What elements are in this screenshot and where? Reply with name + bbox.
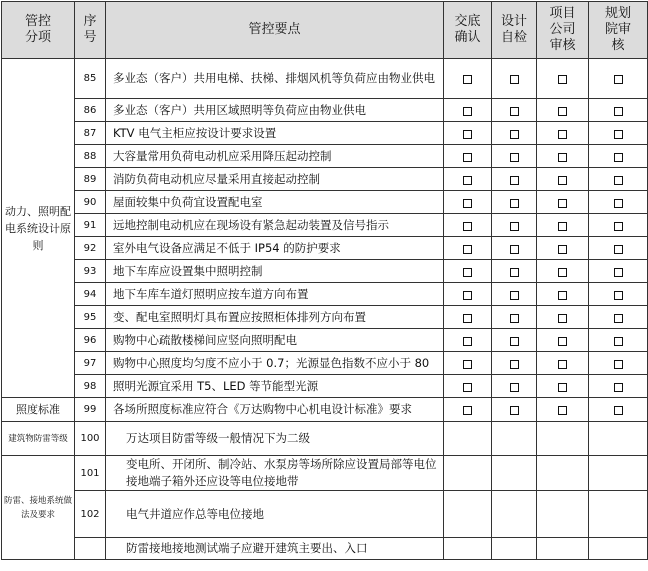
handover-checkbox[interactable]	[444, 456, 492, 491]
design-self-checkbox[interactable]	[492, 538, 537, 560]
design-self-checkbox[interactable]	[492, 329, 537, 352]
checkbox-icon[interactable]	[463, 176, 472, 185]
header-design-self: 设计 自检	[492, 2, 537, 59]
control-point: 购物中心照度均匀度不应小于 0.7；光源显色指数不应小于 80	[106, 352, 444, 375]
row-number: 101	[75, 456, 106, 491]
control-point: 远地控制电动机应在现场设有紧急起动装置及信号指示	[106, 214, 444, 237]
checkbox-icon[interactable]	[510, 199, 519, 208]
checkbox-icon[interactable]	[463, 130, 472, 139]
planning-review-checkbox[interactable]	[589, 329, 648, 352]
checkbox-icon[interactable]	[510, 291, 519, 300]
planning-review-checkbox[interactable]	[589, 168, 648, 191]
checkbox-icon[interactable]	[463, 383, 472, 392]
project-review-checkbox[interactable]	[537, 59, 589, 99]
planning-review-checkbox[interactable]	[589, 456, 648, 491]
handover-checkbox[interactable]	[444, 375, 492, 398]
checkbox-icon[interactable]	[463, 199, 472, 208]
checkbox-icon[interactable]	[463, 75, 472, 84]
row-number: 92	[75, 237, 106, 260]
handover-checkbox[interactable]	[444, 283, 492, 306]
checkbox-icon[interactable]	[510, 153, 519, 162]
header-handover: 交底 确认	[444, 2, 492, 59]
checkbox-icon[interactable]	[614, 383, 623, 392]
planning-review-checkbox[interactable]	[589, 306, 648, 329]
checkbox-icon[interactable]	[510, 383, 519, 392]
header-row	[2, 2, 648, 59]
row-number: 90	[75, 191, 106, 214]
project-review-checkbox[interactable]	[537, 145, 589, 168]
checkbox-icon[interactable]	[510, 245, 519, 254]
checkbox-icon[interactable]	[614, 245, 623, 254]
row-number: 95	[75, 306, 106, 329]
checkbox-icon[interactable]	[558, 130, 567, 139]
checkbox-icon[interactable]	[614, 268, 623, 277]
row-number: 99	[75, 398, 106, 422]
checkbox-icon[interactable]	[614, 360, 623, 369]
checkbox-icon[interactable]	[510, 130, 519, 139]
project-review-checkbox[interactable]	[537, 283, 589, 306]
planning-review-checkbox[interactable]	[589, 214, 648, 237]
checkbox-icon[interactable]	[463, 291, 472, 300]
control-point: 室外电气设备应满足不低于 IP54 的防护要求	[106, 237, 444, 260]
handover-checkbox[interactable]	[444, 214, 492, 237]
checkbox-icon[interactable]	[558, 314, 567, 323]
design-self-checkbox[interactable]	[492, 214, 537, 237]
checkbox-icon[interactable]	[463, 268, 472, 277]
table-row	[2, 260, 648, 283]
table-row	[2, 456, 648, 491]
table-row	[2, 59, 648, 99]
design-self-checkbox[interactable]	[492, 422, 537, 456]
project-review-checkbox[interactable]	[537, 352, 589, 375]
checkbox-icon[interactable]	[614, 291, 623, 300]
checkbox-icon[interactable]	[558, 199, 567, 208]
design-self-checkbox[interactable]	[492, 237, 537, 260]
checkbox-icon[interactable]	[558, 360, 567, 369]
design-self-checkbox[interactable]	[492, 122, 537, 145]
checkbox-icon[interactable]	[558, 222, 567, 231]
planning-review-checkbox[interactable]	[589, 422, 648, 456]
checkbox-icon[interactable]	[614, 406, 623, 415]
project-review-checkbox[interactable]	[537, 214, 589, 237]
project-review-checkbox[interactable]	[537, 329, 589, 352]
handover-checkbox[interactable]	[444, 99, 492, 122]
table-row	[2, 352, 648, 375]
project-review-checkbox[interactable]	[537, 491, 589, 538]
control-point: 电气井道应作总等电位接地	[106, 491, 444, 538]
planning-review-checkbox[interactable]	[589, 375, 648, 398]
table-row	[2, 283, 648, 306]
table-row	[2, 168, 648, 191]
checkbox-icon[interactable]	[614, 222, 623, 231]
checkbox-icon[interactable]	[463, 314, 472, 323]
checkbox-icon[interactable]	[510, 176, 519, 185]
table-row	[2, 145, 648, 168]
checkbox-icon[interactable]	[614, 176, 623, 185]
row-number: 94	[75, 283, 106, 306]
group-grounding: 防雷、接地系统做法及要求	[2, 456, 75, 560]
planning-review-checkbox[interactable]	[589, 260, 648, 283]
header-point: 管控要点	[106, 2, 444, 59]
row-number: 98	[75, 375, 106, 398]
header-planning-review: 规划 院审 核	[589, 2, 648, 59]
design-self-checkbox[interactable]	[492, 375, 537, 398]
handover-checkbox[interactable]	[444, 398, 492, 422]
table-row	[2, 398, 648, 422]
control-point: 地下车库车道灯照明应按车道方向布置	[106, 283, 444, 306]
checkbox-icon[interactable]	[463, 245, 472, 254]
planning-review-checkbox[interactable]	[589, 491, 648, 538]
checkbox-icon[interactable]	[614, 337, 623, 346]
checkbox-icon[interactable]	[510, 337, 519, 346]
design-self-checkbox[interactable]	[492, 260, 537, 283]
control-point: 防雷接地接地测试端子应避开建筑主要出、入口	[106, 538, 444, 560]
checkbox-icon[interactable]	[510, 75, 519, 84]
planning-review-checkbox[interactable]	[589, 99, 648, 122]
control-point: 购物中心疏散楼梯间应竖向照明配电	[106, 329, 444, 352]
project-review-checkbox[interactable]	[537, 260, 589, 283]
project-review-checkbox[interactable]	[537, 306, 589, 329]
project-review-checkbox[interactable]	[537, 237, 589, 260]
checkbox-icon[interactable]	[558, 268, 567, 277]
control-point: 多业态（客户）共用区域照明等负荷应由物业供电	[106, 99, 444, 122]
checkbox-icon[interactable]	[558, 107, 567, 116]
handover-checkbox[interactable]	[444, 329, 492, 352]
checkbox-icon[interactable]	[558, 291, 567, 300]
control-point: 大容量常用负荷电动机应采用降压起动控制	[106, 145, 444, 168]
handover-checkbox[interactable]	[444, 422, 492, 456]
table-row	[2, 214, 648, 237]
checklist-table	[1, 1, 648, 560]
checkbox-icon[interactable]	[463, 222, 472, 231]
design-self-checkbox[interactable]	[492, 306, 537, 329]
design-self-checkbox[interactable]	[492, 99, 537, 122]
handover-checkbox[interactable]	[444, 306, 492, 329]
group-illuminance: 照度标准	[2, 398, 75, 422]
handover-checkbox[interactable]	[444, 352, 492, 375]
row-number: 96	[75, 329, 106, 352]
checkbox-icon[interactable]	[463, 360, 472, 369]
planning-review-checkbox[interactable]	[589, 283, 648, 306]
handover-checkbox[interactable]	[444, 168, 492, 191]
table-row	[2, 99, 648, 122]
checkbox-icon[interactable]	[558, 337, 567, 346]
project-review-checkbox[interactable]	[537, 168, 589, 191]
table-row	[2, 191, 648, 214]
design-self-checkbox[interactable]	[492, 398, 537, 422]
handover-checkbox[interactable]	[444, 538, 492, 560]
checkbox-icon[interactable]	[614, 314, 623, 323]
checkbox-icon[interactable]	[463, 107, 472, 116]
checkbox-icon[interactable]	[510, 222, 519, 231]
planning-review-checkbox[interactable]	[589, 398, 648, 422]
row-number: 86	[75, 99, 106, 122]
planning-review-checkbox[interactable]	[589, 59, 648, 99]
design-self-checkbox[interactable]	[492, 59, 537, 99]
control-point: 多业态（客户）共用电梯、扶梯、排烟风机等负荷应由物业供电	[106, 59, 444, 99]
row-number: 89	[75, 168, 106, 191]
table-row	[2, 306, 648, 329]
planning-review-checkbox[interactable]	[589, 122, 648, 145]
design-self-checkbox[interactable]	[492, 491, 537, 538]
row-number: 93	[75, 260, 106, 283]
design-self-checkbox[interactable]	[492, 352, 537, 375]
table-row	[2, 538, 648, 560]
design-self-checkbox[interactable]	[492, 168, 537, 191]
planning-review-checkbox[interactable]	[589, 352, 648, 375]
design-self-checkbox[interactable]	[492, 191, 537, 214]
checkbox-icon[interactable]	[510, 314, 519, 323]
checkbox-icon[interactable]	[614, 199, 623, 208]
planning-review-checkbox[interactable]	[589, 237, 648, 260]
design-self-checkbox[interactable]	[492, 145, 537, 168]
row-number: 85	[75, 59, 106, 99]
project-review-checkbox[interactable]	[537, 398, 589, 422]
checkbox-icon[interactable]	[558, 153, 567, 162]
checkbox-icon[interactable]	[558, 176, 567, 185]
project-review-checkbox[interactable]	[537, 99, 589, 122]
control-point: 各场所照度标准应符合《万达购物中心机电设计标准》要求	[106, 398, 444, 422]
planning-review-checkbox[interactable]	[589, 538, 648, 560]
row-number: 100	[75, 422, 106, 456]
handover-checkbox[interactable]	[444, 191, 492, 214]
control-point: 消防负荷电动机应尽量采用直接起动控制	[106, 168, 444, 191]
handover-checkbox[interactable]	[444, 145, 492, 168]
design-self-checkbox[interactable]	[492, 283, 537, 306]
row-number: 102	[75, 491, 106, 538]
control-point: 地下车库应设置集中照明控制	[106, 260, 444, 283]
control-point: 万达项目防雷等级一般情况下为二级	[106, 422, 444, 456]
checkbox-icon[interactable]	[510, 406, 519, 415]
table-row	[2, 375, 648, 398]
checkbox-icon[interactable]	[463, 153, 472, 162]
row-number: 88	[75, 145, 106, 168]
row-number: 91	[75, 214, 106, 237]
checkbox-icon[interactable]	[558, 383, 567, 392]
table-row	[2, 491, 648, 538]
handover-checkbox[interactable]	[444, 491, 492, 538]
checkbox-icon[interactable]	[510, 107, 519, 116]
checkbox-icon[interactable]	[510, 360, 519, 369]
checkbox-icon[interactable]	[463, 337, 472, 346]
project-review-checkbox[interactable]	[537, 538, 589, 560]
group-power-lighting: 动力、照明配电系统设计原则	[2, 59, 75, 398]
planning-review-checkbox[interactable]	[589, 191, 648, 214]
row-number: 87	[75, 122, 106, 145]
planning-review-checkbox[interactable]	[589, 145, 648, 168]
group-lightning-class: 建筑物防雷等级	[2, 422, 75, 456]
checkbox-icon[interactable]	[614, 107, 623, 116]
project-review-checkbox[interactable]	[537, 422, 589, 456]
row-number: 97	[75, 352, 106, 375]
table-row	[2, 237, 648, 260]
header-category: 管控 分项	[2, 2, 75, 59]
checkbox-icon[interactable]	[510, 268, 519, 277]
checkbox-icon[interactable]	[614, 130, 623, 139]
control-point: 照明光源宜采用 T5、LED 等节能型光源	[106, 375, 444, 398]
row-number	[75, 538, 106, 560]
control-point: 屋面较集中负荷宜设置配电室	[106, 191, 444, 214]
header-project-review: 项目 公司 审核	[537, 2, 589, 59]
table-row	[2, 422, 648, 456]
header-seq: 序 号	[75, 2, 106, 59]
handover-checkbox[interactable]	[444, 122, 492, 145]
handover-checkbox[interactable]	[444, 59, 492, 99]
design-self-checkbox[interactable]	[492, 456, 537, 491]
project-review-checkbox[interactable]	[537, 122, 589, 145]
table-row	[2, 329, 648, 352]
table-row	[2, 122, 648, 145]
handover-checkbox[interactable]	[444, 260, 492, 283]
checkbox-icon[interactable]	[614, 75, 623, 84]
checkbox-icon[interactable]	[614, 153, 623, 162]
checkbox-icon[interactable]	[558, 245, 567, 254]
checkbox-icon[interactable]	[558, 75, 567, 84]
control-point: KTV 电气主柜应按设计要求设置	[106, 122, 444, 145]
project-review-checkbox[interactable]	[537, 191, 589, 214]
control-point: 变电所、开闭所、制冷站、水泵房等场所除应设置局部等电位接地端子箱外还应设等电位接地带	[106, 456, 444, 491]
checkbox-icon[interactable]	[463, 406, 472, 415]
checkbox-icon[interactable]	[558, 406, 567, 415]
control-point: 变、配电室照明灯具布置应按照柜体排列方向布置	[106, 306, 444, 329]
project-review-checkbox[interactable]	[537, 456, 589, 491]
project-review-checkbox[interactable]	[537, 375, 589, 398]
handover-checkbox[interactable]	[444, 237, 492, 260]
